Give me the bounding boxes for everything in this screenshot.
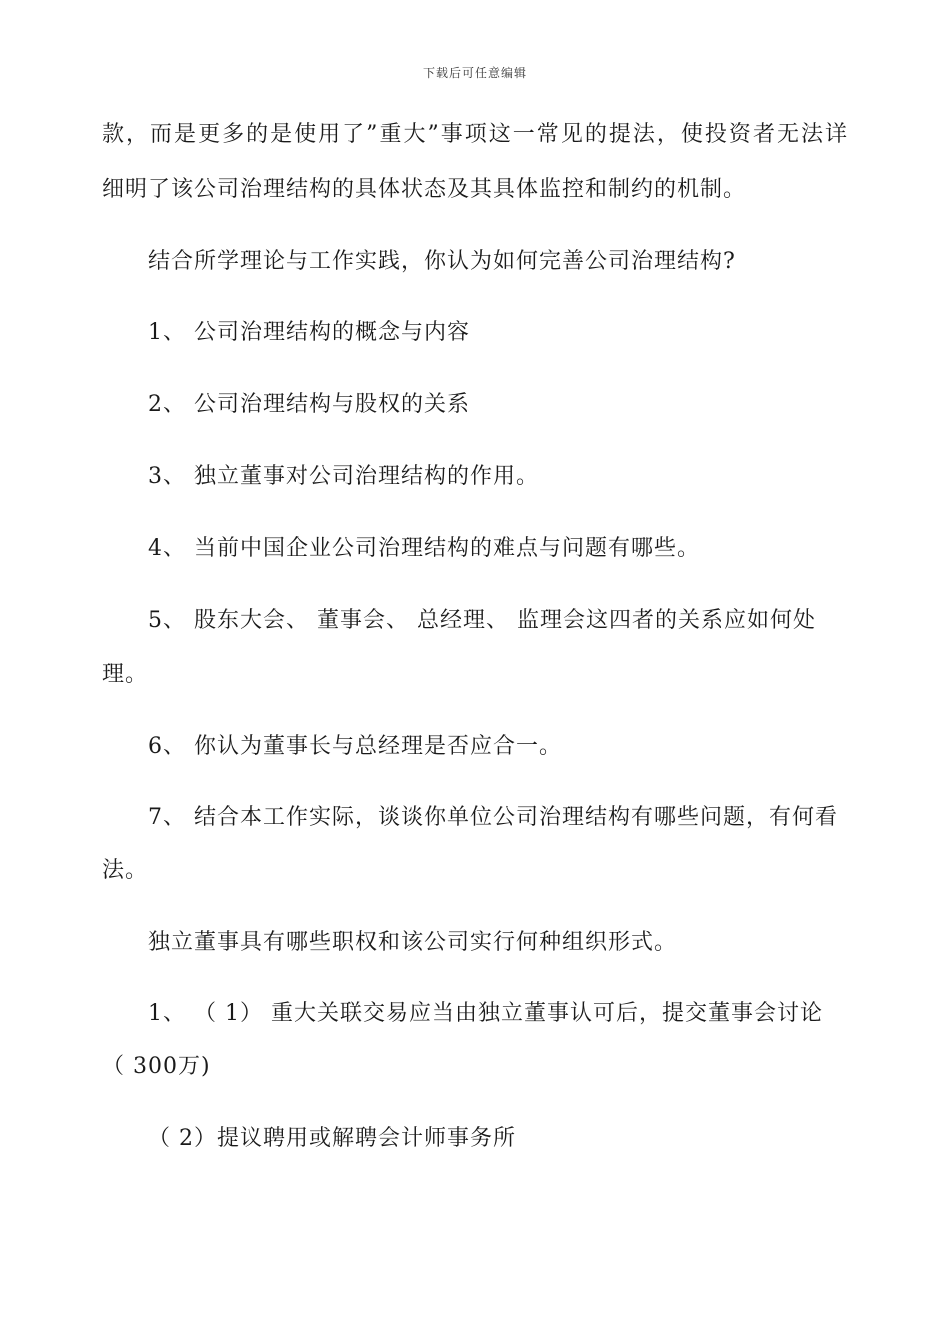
list-item-continuation: 法。	[102, 858, 149, 883]
list-number: 3、	[148, 464, 186, 489]
answer-line: （ 2）提议聘用或解聘会计师事务所	[148, 1126, 516, 1151]
list-item	[148, 732, 562, 762]
list-text: 当前中国企业公司治理结构的难点与问题有哪些。	[194, 536, 701, 561]
list-number: 5、	[148, 608, 186, 633]
list-item-continuation: 理。	[102, 662, 149, 687]
list-text: 股东大会、 董事会、 总经理、 监理会这四者的关系应如何处	[194, 608, 816, 633]
list-item	[148, 803, 838, 833]
list-item	[148, 462, 539, 492]
question-intro: 独立董事具有哪些职权和该公司实行何种组织形式。	[148, 930, 678, 955]
list-item	[148, 606, 848, 636]
paragraph-line: 款，而是更多的是使用了”重大”事项这一常见的提法，使投资者无法详	[102, 122, 848, 147]
list-item	[148, 534, 700, 564]
list-text: 结合本工作实际，谈谈你单位公司治理结构有哪些问题，有何看	[194, 805, 839, 830]
page-header: 下载后可任意编辑	[422, 66, 527, 80]
paragraph-line: 细明了该公司治理结构的具体状态及其具体监控和制约的机制。	[102, 177, 747, 202]
list-number: 1、	[148, 320, 186, 345]
list-text: 公司治理结构的概念与内容	[194, 320, 471, 345]
list-number: 4、	[148, 536, 186, 561]
answer-line: （ 300万)	[102, 1054, 211, 1079]
list-item	[148, 390, 470, 420]
list-number: 2、	[148, 392, 186, 417]
list-text: 独立董事对公司治理结构的作用。	[194, 464, 540, 489]
list-text: 你认为董事长与总经理是否应合一。	[194, 734, 563, 759]
list-text: 公司治理结构与股权的关系	[194, 392, 471, 417]
list-number: 7、	[148, 805, 186, 830]
list-item	[148, 318, 470, 348]
question-intro: 结合所学理论与工作实践，你认为如何完善公司治理结构?	[148, 249, 736, 274]
list-number: 6、	[148, 734, 186, 759]
answer-line: 1、 （ 1） 重大关联交易应当由独立董事认可后，提交董事会讨论	[148, 1001, 823, 1026]
